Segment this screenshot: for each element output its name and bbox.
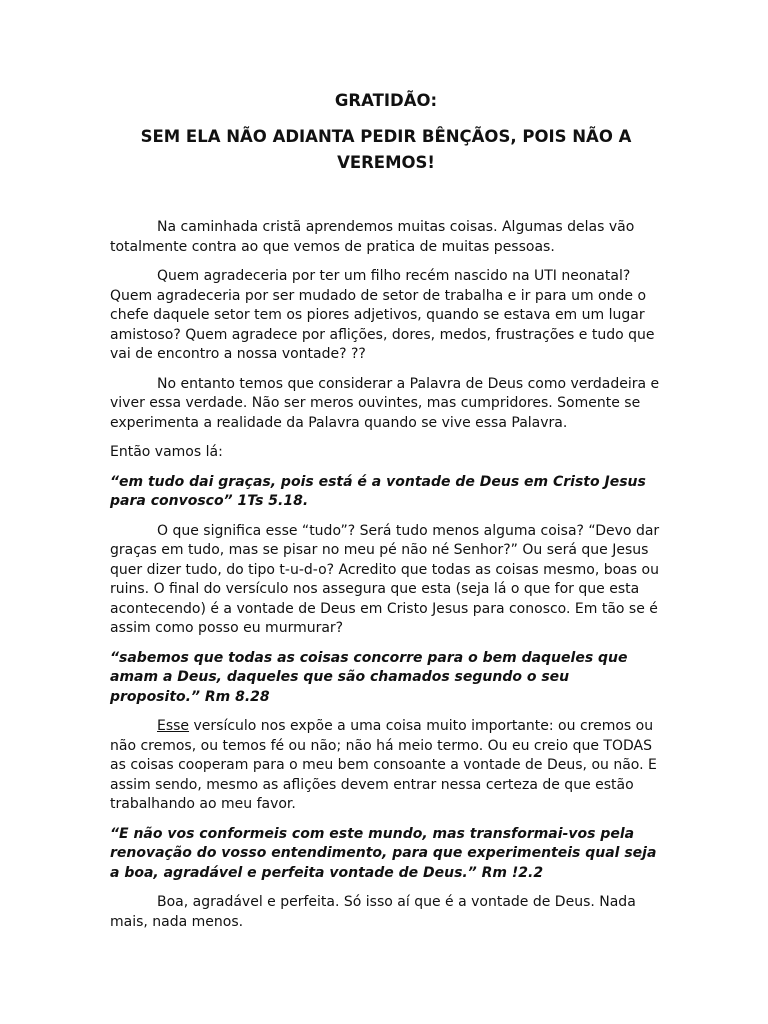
verse-quote-1 [110, 473, 662, 512]
paragraph-1: Na caminhada cristã aprendemos muitas coisas. Algumas delas vão totalmente contra ao que vemos de pratica de muitas pessoas. [110, 219, 635, 255]
verse-1-text: “em tudo dai graças, pois está é a vontade de Deus em Cristo Jesus para convosco” [110, 473, 646, 509]
paragraph-6-text: versículo nos expõe a uma coisa muito importante: ou cremos ou não cremos, ou temos fé ou não; não há meio termo. Ou eu creio que TODAS as coisas cooperam para o meu bem consoante a vontade de Deus, ou não. E assim sendo, mesmo as aflições devem entrar nessa certeza de que estão trabalhando ao meu favor. [110, 718, 657, 812]
paragraph-5: O que significa esse “tudo”? Será tudo menos alguma coisa? “Devo dar graças em tudo, mas se pisar no meu pé não né Senhor?” Ou será que Jesus quer dizer tudo, do tipo t-u-d-o? Acredito que todas as coisas mesmo, boas ou ruins. O final do versículo nos assegura que esta (seja lá o que for que esta acontecendo) é a vontade de Deus em Cristo Jesus para conosco. Em tão se é assim como posso eu murmurar? [110, 522, 660, 636]
paragraph-7: Boa, agradável e perfeita. Só isso aí que é a vontade de Deus. Nada mais, nada menos. [110, 894, 636, 930]
paragraph-2: Quem agradeceria por ter um filho recém nascido na UTI neonatal? Quem agradeceria por ser mudado de setor de trabalha e ir para um onde o chefe daquele setor tem os piores adjetivos, quando se estava em um lugar amistoso? Quem agradece por aflições, dores, medos, frustrações e tudo que vai de encontro a nossa vontade? ?? [110, 268, 655, 362]
verse-2-text: “sabemos que todas as coisas concorre para o bem daqueles que amam a Deus, daqueles que são chamados segundo o seu proposito.” [110, 649, 628, 705]
paragraph-6 [110, 717, 662, 815]
verse-3-text: “E não vos conformeis com este mundo, mas transformai-vos pela renovação do vosso entendimento, para que experimenteis qual seja a boa, agradável e perfeita vontade de Deus.” [110, 825, 657, 881]
verse-1-reference: 1Ts 5.18. [232, 493, 309, 509]
paragraph-3: No entanto temos que considerar a Palavra de Deus como verdadeira e viver essa verdade. Não ser meros ouvintes, mas cumpridores. Somente se experimenta a realidade da Palavra quando se vive essa Palavra. [110, 375, 660, 431]
verse-3-reference: Rm !2.2 [476, 864, 544, 881]
paragraph-4: Então vamos lá: [110, 444, 223, 460]
document-subtitle: SEM ELA NÃO ADIANTA PEDIR BÊNÇÃOS, POIS NÃO A VEREMOS! [140, 127, 632, 172]
document-page [110, 88, 662, 942]
verse-2-reference: Rm 8.28 [199, 688, 270, 705]
verse-quote-3 [110, 825, 662, 884]
document-title: GRATIDÃO: [334, 91, 438, 110]
verse-quote-2 [110, 649, 662, 708]
underlined-word: Esse [157, 718, 190, 734]
